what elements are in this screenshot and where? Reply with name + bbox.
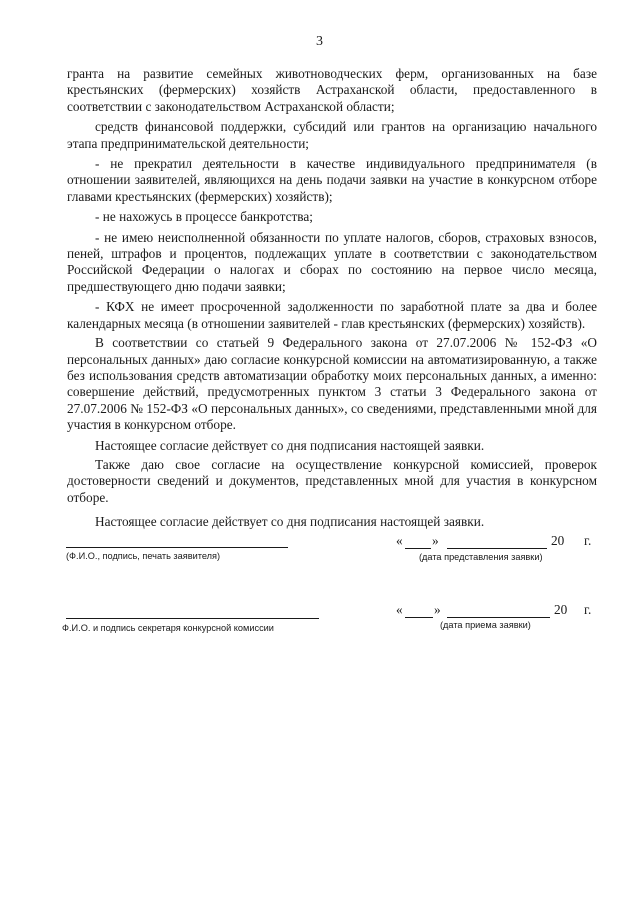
applicant-signature-caption: (Ф.И.О., подпись, печать заявителя) xyxy=(66,551,221,561)
page-number: 3 xyxy=(316,34,323,49)
secretary-date-caption: (дата приема заявки) xyxy=(440,620,531,630)
secretary-date-day-line xyxy=(405,617,433,618)
paragraph-consent-validity-1: Настоящее согласие действует со дня подписания настоящей заявки. xyxy=(95,437,485,453)
applicant-date-year-suffix: г. xyxy=(584,533,592,548)
applicant-date-month-line xyxy=(447,548,547,549)
paragraph-not-bankrupt: - не нахожусь в процессе банкротства; xyxy=(95,209,314,225)
paragraph-not-terminated: - не прекратил деятельности в качестве индивидуального предпринимателя (в отношении заявителей, являющихся на день подачи заявки на участие в конкурсном отборе главами крестьянских (фермерских) хозяйств); xyxy=(67,156,597,204)
paragraph-no-tax-debt: - не имею неисполненной обязанности по уплате налогов, сборов, страховых взносов, пеней, штрафов и процентов, подлежащих уплате в соответствии с законодательством Российской Федерации о налогах и сборах по состоянию на первое число месяца, предшествующего дню подачи заявки; xyxy=(67,229,597,294)
secretary-date-close-quote: » xyxy=(434,602,441,617)
paragraph-verification-consent: Также даю свое согласие на осуществление конкурсной комиссией, проверок достоверности сведений и документов, представленных мной для участия в конкурсном отборе. xyxy=(67,456,597,505)
paragraph-financial-support: средств финансовой поддержки, субсидий или грантов на организацию начального этапа предпринимательской деятельности; xyxy=(67,119,597,151)
secretary-date-year: 20 xyxy=(554,602,568,617)
secretary-signature-caption: Ф.И.О. и подпись секретаря конкурсной комиссии xyxy=(62,623,274,633)
secretary-date-month-line xyxy=(447,617,550,618)
paragraph-consent-validity-2: Настоящее согласие действует со дня подписания настоящей заявки. xyxy=(95,514,485,530)
secretary-signature-line xyxy=(66,618,319,619)
paragraph-no-salary-debt: - КФХ не имеет просроченной задолженности по заработной плате за два и более календарных месяца (в отношении заявителей - глав крестьянских (фермерских) хозяйств). xyxy=(67,299,597,331)
secretary-date-year-suffix: г. xyxy=(584,602,592,617)
applicant-date-year: 20 xyxy=(551,533,565,548)
secretary-date-open-quote: « xyxy=(396,602,403,617)
applicant-signature-line xyxy=(66,547,288,548)
body-text xyxy=(67,66,597,532)
applicant-date-open-quote: « xyxy=(396,533,403,548)
paragraph-grant: гранта на развитие семейных животноводческих ферм, организованных на базе крестьянских (фермерских) хозяйств Астраханской области, предоставленного в соответствии с законодательством Астраханской области; xyxy=(67,66,597,114)
applicant-date-close-quote: » xyxy=(432,533,439,548)
applicant-date-caption: (дата представления заявки) xyxy=(419,552,543,562)
paragraph-personal-data-consent: В соответствии со статьей 9 Федерального закона от 27.07.2006 № 152-ФЗ «О персональных данных» даю согласие конкурсной комиссии на автоматизированную, а также без использования средств автоматизации обработку моих персональных данных, а именно: совершение действий, предусмотренных пунктом 3 статьи 3 Федерального закона от 27.07.2006 № 152-ФЗ «О персональных данных», со сведениями, представленными мной для участия в конкурсном отборе. xyxy=(67,335,597,433)
applicant-date-day-line xyxy=(405,548,431,549)
